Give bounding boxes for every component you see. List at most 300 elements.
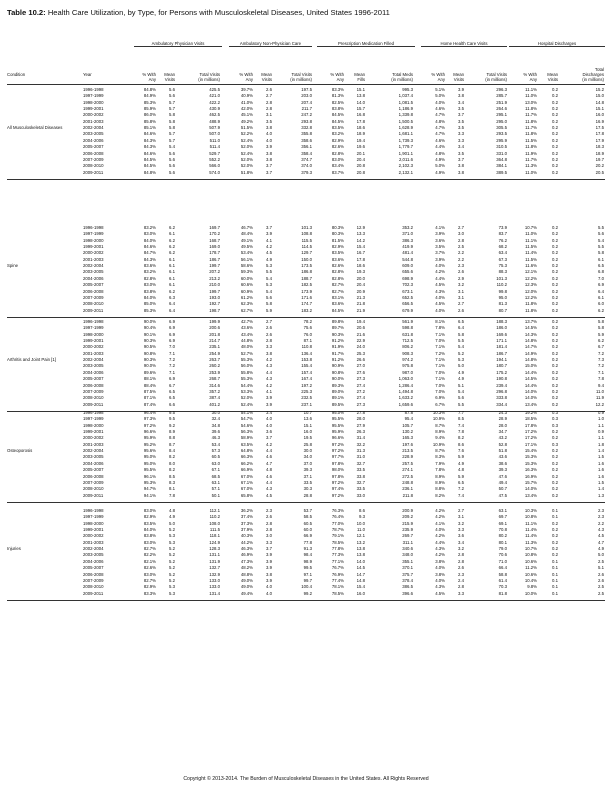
cell-total-visits: 225.3	[301, 388, 312, 394]
cell-total-discharges: 7.8	[598, 376, 604, 382]
cell-year: 2007-2009	[83, 294, 104, 300]
cell-total-visits: 88.3	[498, 269, 507, 275]
cell-pct-with-any: 5.0%	[435, 163, 445, 169]
cell-pct-with-any: 4.1%	[435, 520, 445, 526]
cell-pct-with-any: 97.7%	[331, 454, 344, 460]
cell-mean-visits: 4.0	[266, 416, 272, 422]
cell-total-visits: 331.0	[496, 150, 507, 156]
cell-total-meds: 1,339.8	[398, 112, 413, 118]
cell-total-discharges: 2.3	[598, 514, 604, 520]
table-title	[7, 8, 607, 17]
cell-mean-visits: 2.6	[458, 565, 464, 571]
cell-mean-fills: 16.8	[356, 112, 365, 118]
cell-total-discharges: 1.6	[598, 467, 604, 473]
cell-mean-visits: 0.2	[552, 376, 558, 382]
cell-total-meds: 386.5	[402, 584, 413, 590]
cell-mean-visits: 3.2	[458, 520, 464, 526]
cell-year: 2007-2009	[83, 577, 104, 583]
cell-pct-with-any: 88.4%	[143, 382, 156, 388]
cell-total-meds: 200.9	[402, 508, 413, 513]
cell-pct-with-any: 97.2%	[331, 492, 344, 498]
cell-total-meds: 2,132.1	[398, 169, 413, 175]
cell-total-visits: 75.3	[498, 263, 507, 269]
cell-mean-visits: 5.8	[169, 112, 175, 118]
cell-total-discharges: 1.6	[598, 473, 604, 479]
cell-mean-fills: 20.4	[356, 156, 365, 162]
cell-pct-with-any: 52.0%	[240, 163, 253, 169]
cell-total-visits: 251.9	[496, 99, 507, 105]
cell-pct-with-any: 54.4%	[240, 382, 253, 388]
cell-mean-fills: 14.0	[356, 99, 365, 105]
cell-pct-with-any: 83.5%	[143, 520, 156, 526]
cell-total-meds: 679.9	[402, 307, 413, 313]
cell-mean-visits: 3.7	[266, 169, 272, 175]
cell-pct-with-any: 52.4%	[240, 150, 253, 156]
column-header-line: Fills	[357, 77, 365, 82]
cell-total-visits: 430.9	[209, 106, 220, 112]
cell-mean-visits: 3.7	[266, 163, 272, 169]
cell-pct-with-any: 90.1%	[143, 331, 156, 337]
cell-year: 1999-2001	[83, 527, 104, 533]
cell-total-visits: 75.6	[303, 325, 312, 331]
cell-total-meds: 544.8	[402, 256, 413, 262]
cell-mean-visits: 0.3	[552, 441, 558, 447]
cell-total-visits: 67.1	[211, 467, 220, 473]
cell-pct-with-any: 97.8%	[331, 460, 344, 466]
cell-total-visits: 355.8	[301, 131, 312, 137]
cell-mean-visits: 0.2	[552, 263, 558, 269]
cell-total-discharges: 5.6	[598, 231, 604, 237]
cell-mean-fills: 14.2	[356, 237, 365, 243]
cell-mean-visits: 0.2	[552, 350, 558, 356]
cell-year: 1999-2001	[83, 106, 104, 112]
cell-pct-with-any: 90.8%	[143, 350, 156, 356]
cell-mean-visits: 0.2	[552, 388, 558, 394]
cell-mean-visits: 0.2	[552, 401, 558, 407]
cell-pct-with-any: 82.8%	[331, 150, 344, 156]
cell-mean-fills: 32.2	[356, 441, 365, 447]
cell-mean-visits: 5.2	[169, 558, 175, 564]
cell-mean-visits: 6.9	[169, 325, 175, 331]
cell-pct-with-any: 5.1%	[435, 87, 445, 92]
cell-total-visits: 71.0	[498, 558, 507, 564]
cell-pct-with-any: 4.4%	[435, 539, 445, 545]
cell-mean-visits: 4.0	[266, 137, 272, 143]
cell-pct-with-any: 11.7%	[525, 112, 537, 118]
cell-pct-with-any: 14.0%	[524, 395, 537, 401]
cell-total-meds: 698.9	[402, 275, 413, 281]
table-row	[7, 493, 605, 499]
column-header-total-visits	[273, 72, 312, 82]
cell-total-visits: 333.8	[496, 395, 507, 401]
cell-pct-with-any: 39.7%	[240, 87, 253, 92]
cell-total-visits: 108.8	[301, 231, 312, 237]
cell-mean-visits: 9.5	[169, 416, 175, 422]
cell-total-visits: 63.4	[498, 250, 507, 256]
cell-total-visits: 332.8	[301, 125, 312, 131]
cell-total-discharges: 16.9	[595, 118, 604, 124]
cell-mean-visits: 6.1	[169, 263, 175, 269]
cell-total-visits: 285.7	[496, 93, 507, 99]
cell-total-visits: 136.4	[301, 350, 312, 356]
cell-pct-with-any: 14.9%	[524, 350, 537, 356]
cell-mean-visits: 7.6	[458, 448, 464, 454]
cell-total-meds: 712.5	[402, 338, 413, 344]
table-row	[7, 170, 605, 176]
cell-total-discharges: 0.9	[598, 410, 604, 415]
column-header-year: Year	[83, 72, 92, 77]
cell-mean-visits: 4.0	[266, 131, 272, 137]
cell-mean-visits: 4.2	[266, 357, 272, 363]
cell-year: 2000-2002	[83, 344, 104, 350]
cell-total-meds: 561.9	[402, 319, 413, 324]
cell-total-meds: 1,063.0	[398, 376, 413, 382]
cell-mean-visits: 4.3	[266, 363, 272, 369]
cell-total-visits: 190.8	[496, 376, 507, 382]
cell-pct-with-any: 54.1%	[240, 410, 253, 415]
cell-total-visits: 32.4	[211, 416, 220, 422]
cell-total-meds: 348.0	[402, 552, 413, 558]
cell-total-meds: 631.8	[402, 331, 413, 337]
cell-total-discharges: 7.2	[598, 350, 604, 356]
cell-pct-with-any: 84.5%	[331, 112, 344, 118]
cell-pct-with-any: 3.9%	[435, 256, 445, 262]
cell-mean-visits: 8.3	[169, 479, 175, 485]
cell-total-meds: 987.0	[402, 369, 413, 375]
cell-total-discharges: 7.1	[598, 369, 604, 375]
cell-total-visits: 389.5	[496, 169, 507, 175]
cell-mean-visits: 3.9	[266, 552, 272, 558]
cell-pct-with-any: 11.2%	[525, 565, 537, 571]
column-header-mean-visits	[157, 72, 175, 82]
cell-total-meds: 257.5	[402, 460, 413, 466]
cell-pct-with-any: 51.5%	[240, 125, 253, 131]
cell-mean-visits: 5.3	[266, 282, 272, 288]
column-header-line: (in millions)	[391, 77, 413, 82]
cell-pct-with-any: 7.1%	[435, 331, 445, 337]
cell-mean-visits: 2.2	[458, 250, 464, 256]
cell-total-visits: 133.0	[209, 584, 220, 590]
cell-total-meds: 1,739.3	[398, 137, 413, 143]
cell-total-visits: 34.0	[303, 454, 312, 460]
cell-pct-with-any: 14.3%	[524, 331, 537, 337]
cell-year: 2000-2002	[83, 533, 104, 539]
cell-mean-visits: 4.3	[266, 376, 272, 382]
column-header-line: Any	[336, 77, 344, 82]
cell-pct-with-any: 83.0%	[143, 508, 156, 513]
cell-pct-with-any: 61.2%	[240, 294, 253, 300]
column-header-line: % With	[330, 71, 344, 77]
cell-total-visits: 186.7	[496, 350, 507, 356]
cell-total-discharges: 2.6	[598, 577, 604, 583]
cell-pct-with-any: 88.1%	[143, 376, 156, 382]
column-header-line: Total	[594, 66, 604, 72]
cell-pct-with-any: 95.2%	[143, 441, 156, 447]
cell-mean-visits: 3.8	[458, 169, 464, 175]
cell-mean-visits: 2.7	[458, 508, 464, 513]
cell-total-visits: 214.7	[209, 338, 220, 344]
cell-mean-visits: 5.7	[169, 99, 175, 105]
cell-total-meds: 130.2	[402, 429, 413, 435]
cell-mean-visits: 4.0	[266, 590, 272, 596]
cell-pct-with-any: 10.9%	[432, 441, 445, 447]
cell-mean-visits: 5.4	[266, 288, 272, 294]
cell-total-visits: 168.7	[209, 237, 220, 243]
cell-total-visits: 39.6	[211, 429, 220, 435]
cell-mean-visits: 5.3	[169, 584, 175, 590]
cell-total-visits: 61.4	[498, 577, 507, 583]
cell-mean-visits: 7.7	[458, 410, 464, 415]
cell-pct-with-any: 98.0%	[331, 467, 344, 473]
cell-mean-visits: 5.6	[169, 156, 175, 162]
cell-mean-fills: 19.3	[356, 269, 365, 275]
cell-pct-with-any: 56.1%	[240, 256, 253, 262]
cell-pct-with-any: 7.0%	[435, 338, 445, 344]
cell-pct-with-any: 83.1%	[331, 294, 344, 300]
cell-total-meds: 652.5	[402, 294, 413, 300]
cell-pct-with-any: 85.3%	[143, 99, 156, 105]
cell-total-meds: 209.2	[402, 514, 413, 520]
cell-mean-fills: 15.7	[356, 106, 365, 112]
cell-mean-fills: 13.8	[356, 552, 365, 558]
cell-total-visits: 181.4	[496, 344, 507, 350]
cell-pct-with-any: 85.3%	[143, 307, 156, 313]
cell-mean-visits: 5.9	[458, 473, 464, 479]
cell-mean-visits: 3.4	[458, 99, 464, 105]
column-header-line: Total Meds	[392, 71, 413, 77]
cell-mean-visits: 3.9	[458, 87, 464, 92]
section-divider	[7, 502, 605, 503]
cell-pct-with-any: 97.2%	[143, 422, 156, 428]
cell-pct-with-any: 76.4%	[331, 514, 344, 520]
cell-pct-with-any: 53.4%	[240, 250, 253, 256]
cell-total-meds: 974.2	[402, 357, 413, 363]
cell-pct-with-any: 4.1%	[435, 225, 445, 230]
cell-total-visits: 30.0	[303, 448, 312, 454]
cell-mean-visits: 0.2	[552, 275, 558, 281]
cell-pct-with-any: 14.7%	[524, 344, 537, 350]
cell-pct-with-any: 94.7%	[143, 486, 156, 492]
cell-pct-with-any: 12.2%	[524, 275, 537, 281]
cell-total-discharges: 1.8	[598, 441, 604, 447]
cell-pct-with-any: 40.3%	[240, 533, 253, 539]
cell-total-meds: 1,779.7	[398, 144, 413, 150]
section-label: All Musculoskeletal Diseases	[7, 125, 63, 131]
cell-mean-visits: 4.5	[266, 250, 272, 256]
cell-total-visits: 384.1	[496, 163, 507, 169]
cell-total-visits: 16.0	[303, 429, 312, 435]
cell-total-visits: 199.7	[209, 263, 220, 269]
cell-mean-visits: 0.1	[552, 584, 558, 590]
cell-pct-with-any: 82.9%	[331, 244, 344, 250]
cell-mean-visits: 2.7	[458, 225, 464, 230]
cell-mean-visits: 4.3	[266, 486, 272, 492]
cell-total-visits: 194.1	[496, 357, 507, 363]
cell-pct-with-any: 89.7%	[331, 325, 344, 331]
column-header-line: Mean	[164, 71, 175, 77]
cell-total-visits: 33.5	[303, 479, 312, 485]
cell-pct-with-any: 82.5%	[331, 99, 344, 105]
cell-total-discharges: 9.4	[598, 382, 604, 388]
cell-pct-with-any: 67.0%	[240, 473, 253, 479]
cell-mean-fills: 27.9	[356, 422, 365, 428]
cell-pct-with-any: 4.0%	[435, 99, 445, 105]
section-label: Injuries	[7, 546, 21, 552]
cell-pct-with-any: 82.7%	[143, 577, 156, 583]
cell-total-visits: 52.8	[498, 441, 507, 447]
cell-total-visits: 28.8	[303, 492, 312, 498]
cell-pct-with-any: 6.7%	[435, 401, 445, 407]
cell-mean-visits: 3.3	[458, 527, 464, 533]
cell-pct-with-any: 8.1%	[435, 319, 445, 324]
cell-mean-fills: 20.1	[356, 150, 365, 156]
cell-mean-visits: 5.3	[169, 539, 175, 545]
cell-total-visits: 293.5	[496, 131, 507, 137]
cell-year: 2008-2010	[83, 395, 104, 401]
cell-mean-visits: 4.9	[458, 460, 464, 466]
cell-mean-visits: 4.8	[169, 508, 175, 513]
cell-mean-visits: 0.2	[552, 301, 558, 307]
cell-mean-visits: 5.8	[169, 125, 175, 131]
cell-pct-with-any: 87.5%	[143, 388, 156, 394]
cell-pct-with-any: 53.3%	[240, 388, 253, 394]
cell-year: 1996-1998	[83, 87, 104, 92]
cell-mean-fills: 21.3	[356, 294, 365, 300]
cell-total-visits: 99.2	[303, 590, 312, 596]
cell-mean-visits: 6.9	[169, 331, 175, 337]
cell-total-visits: 293.8	[301, 118, 312, 124]
cell-total-visits: 574.0	[209, 169, 220, 175]
cell-total-visits: 47.6	[498, 473, 507, 479]
cell-total-visits: 37.1	[303, 473, 312, 479]
cell-pct-with-any: 97.2%	[331, 479, 344, 485]
cell-pct-with-any: 49.5%	[240, 244, 253, 250]
cell-pct-with-any: 42.7%	[240, 319, 253, 324]
cell-mean-fills: 9.3	[359, 514, 365, 520]
cell-total-visits: 58.5	[303, 514, 312, 520]
cell-total-visits: 69.1	[498, 520, 507, 526]
cell-total-discharges: 0.9	[598, 429, 604, 435]
cell-mean-visits: 0.2	[552, 144, 558, 150]
cell-total-visits: 235.1	[209, 344, 220, 350]
cell-total-visits: 188.7	[301, 275, 312, 281]
cell-mean-visits: 0.2	[552, 269, 558, 275]
cell-pct-with-any: 90.0%	[331, 376, 344, 382]
cell-pct-with-any: 8.7%	[435, 448, 445, 454]
cell-total-meds: 272.5	[402, 473, 413, 479]
cell-pct-with-any: 9.8%	[527, 584, 537, 590]
cell-total-visits: 364.8	[496, 156, 507, 162]
cell-total-meds: 1,081.5	[398, 99, 413, 105]
cell-total-visits: 552.2	[209, 156, 220, 162]
cell-total-visits: 193.0	[209, 294, 220, 300]
cell-mean-visits: 2.7	[266, 93, 272, 99]
cell-total-visits: 129.7	[301, 250, 312, 256]
cell-total-visits: 295.1	[496, 112, 507, 118]
cell-pct-with-any: 82.6%	[331, 263, 344, 269]
cell-mean-visits: 5.3	[169, 533, 175, 539]
cell-pct-with-any: 14.8%	[524, 338, 537, 344]
cell-total-visits: 49.4	[498, 479, 507, 485]
cell-pct-with-any: 84.3%	[143, 137, 156, 143]
cell-pct-with-any: 85.1%	[143, 125, 156, 131]
cell-pct-with-any: 82.8%	[331, 269, 344, 275]
cell-mean-visits: 3.7	[266, 225, 272, 230]
column-header-line: Discharges	[582, 71, 604, 77]
cell-mean-visits: 8.0	[169, 460, 175, 466]
cell-total-discharges: 11.9	[595, 395, 604, 401]
cell-year: 2009-2011	[83, 492, 104, 498]
cell-mean-visits: 5.6	[266, 294, 272, 300]
cell-total-visits: 211.7	[301, 106, 312, 112]
cell-mean-visits: 5.1	[458, 382, 464, 388]
cell-pct-with-any: 52.0%	[240, 144, 253, 150]
cell-total-meds: 2,011.6	[398, 156, 413, 162]
cell-mean-fills: 26.6	[356, 357, 365, 363]
cell-year: 2002-2004	[83, 546, 104, 552]
cell-mean-visits: 3.5	[458, 150, 464, 156]
cell-pct-with-any: 65.8%	[240, 492, 253, 498]
cell-total-meds: 1,500.5	[398, 118, 413, 124]
cell-mean-visits: 5.6	[169, 87, 175, 92]
cell-mean-visits: 8.5	[169, 473, 175, 479]
cell-pct-with-any: 58.9%	[240, 435, 253, 441]
cell-year: 1996-1998	[83, 508, 104, 513]
cell-mean-visits: 2.4	[458, 577, 464, 583]
cell-total-meds: 228.9	[402, 454, 413, 460]
cell-total-meds: 1,037.4	[398, 93, 413, 99]
section-4	[7, 508, 605, 597]
cell-mean-visits: 3.9	[266, 401, 272, 407]
cell-mean-visits: 5.8	[266, 301, 272, 307]
cell-pct-with-any: 14.4%	[524, 369, 537, 375]
cell-pct-with-any: 40.9%	[240, 93, 253, 99]
cell-pct-with-any: 95.9%	[143, 435, 156, 441]
cell-year: 2006-2008	[83, 288, 104, 294]
cell-mean-visits: 3.9	[266, 231, 272, 237]
cell-pct-with-any: 60.6%	[240, 282, 253, 288]
cell-total-meds: 609.0	[402, 263, 413, 269]
cell-mean-visits: 3.6	[458, 533, 464, 539]
cell-mean-visits: 8.6	[458, 441, 464, 447]
cell-total-visits: 210.0	[209, 282, 220, 288]
cell-pct-with-any: 15.3%	[524, 454, 537, 460]
cell-pct-with-any: 77.3%	[331, 552, 344, 558]
cell-pct-with-any: 83.3%	[143, 590, 156, 596]
cell-total-visits: 201.8	[209, 331, 220, 337]
cell-total-discharges: 5.8	[598, 319, 604, 324]
column-header-total-discharges	[559, 67, 604, 83]
cell-pct-with-any: 95.9%	[331, 429, 344, 435]
cell-pct-with-any: 8.7%	[435, 422, 445, 428]
cell-mean-visits: 2.8	[266, 338, 272, 344]
cell-pct-with-any: 7.0%	[435, 382, 445, 388]
cell-total-visits: 188.3	[496, 319, 507, 324]
column-header-pct-with-any	[509, 72, 537, 82]
cell-mean-fills: 16.0	[356, 590, 365, 596]
cell-total-discharges: 15.0	[595, 93, 604, 99]
cell-pct-with-any: 17.8%	[524, 422, 537, 428]
cell-total-visits: 15.1	[303, 422, 312, 428]
cell-pct-with-any: 4.2%	[435, 533, 445, 539]
cell-pct-with-any: 82.9%	[143, 514, 156, 520]
cell-pct-with-any: 37.4%	[240, 514, 253, 520]
cell-year: 2008-2010	[83, 163, 104, 169]
cell-mean-fills: 15.4	[356, 584, 365, 590]
cell-total-visits: 310.5	[496, 144, 507, 150]
cell-total-visits: 53.4	[211, 441, 220, 447]
cell-total-visits: 207.4	[301, 99, 312, 105]
